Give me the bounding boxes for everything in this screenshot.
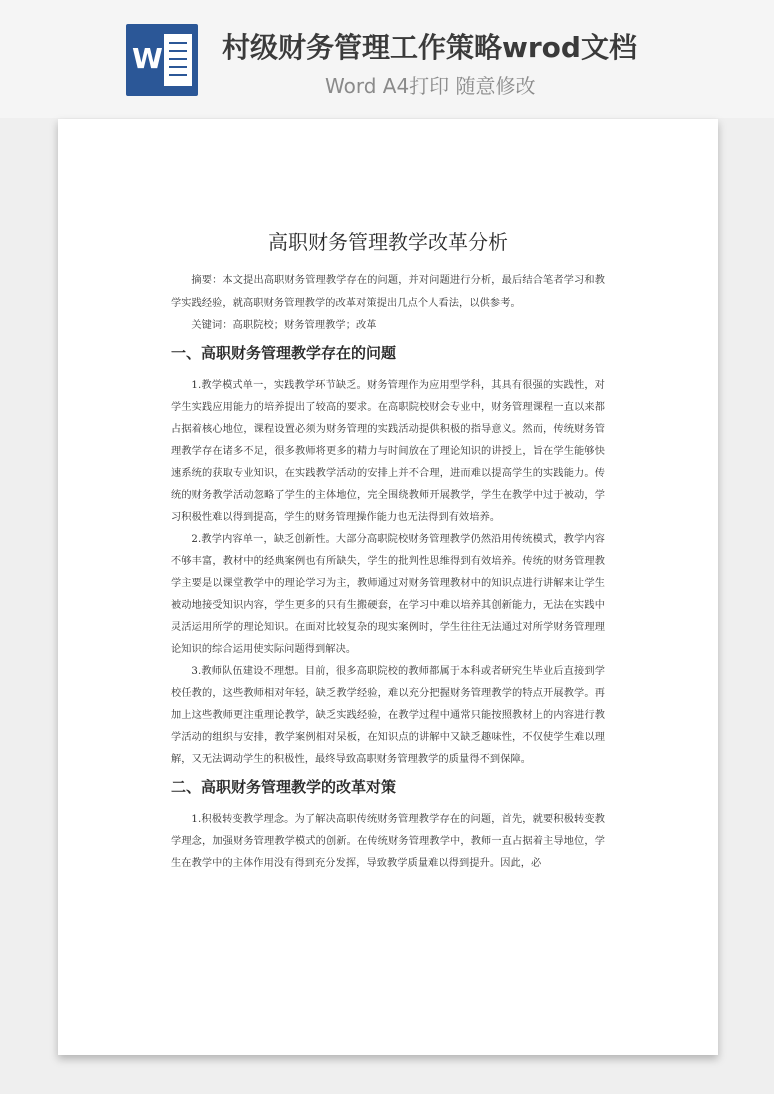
- keywords: 关键词：高职院校；财务管理教学；改革: [191, 320, 377, 331]
- document-page: [58, 119, 718, 1055]
- section-heading: 二、高职财务管理教学的改革对策: [171, 778, 397, 796]
- document-content: [171, 227, 605, 875]
- logo-letter: W: [132, 42, 163, 75]
- abstract: 摘要：本文提出高职财务管理教学存在的问题，并对问题进行分析，最后结合笔者学习和教学实践经验，就高职财务管理教学的改革对策提出几点个人看法，以供参考。: [171, 275, 605, 309]
- paragraph: 2.教学内容单一，缺乏创新性。大部分高职院校财务管理教学仍然沿用传统模式，教学内容不够丰富，教材中的经典案例也有所缺失，学生的批判性思维得到有效培养。传统的财务管理教学主要是以课堂教学中的理论学习为主，教师通过对财务管理教材中的知识点进行讲解来让学生被动地接受知识内容，学生更多的只有生搬硬套，在学习中难以培养其创新能力，无法在实践中灵活运用所学的理论知识。在面对比较复杂的现实案例时，学生往往无法通过对所学财务管理理论知识的综合运用使实际问题得到解决。: [171, 534, 605, 655]
- banner-title: 村级财务管理工作策略wrod文档: [222, 31, 637, 64]
- header-banner: [0, 0, 774, 118]
- word-document-icon: [126, 24, 198, 96]
- section-heading: 一、高职财务管理教学存在的问题: [171, 344, 397, 362]
- banner-subtitle: Word A4打印 随意修改: [325, 74, 536, 98]
- paragraph: 1.教学模式单一，实践教学环节缺乏。财务管理作为应用型学科，其具有很强的实践性，对学生实践应用能力的培养提出了较高的要求。在高职院校财会专业中，财务管理课程一直以来都占据着核心地位，课程设置必须为财务管理的实践活动提供积极的指导意义。然而，传统财务管理教学存在诸多不足，很多教师将更多的精力与时间放在了理论知识的讲授上，旨在学生能够快速系统的获取专业知识，在实践教学活动的安排上并不合理，进而难以提高学生的实践能力。传统的财务教学活动忽略了学生的主体地位，完全围绕教师开展教学，学生在教学中过于被动，学习积极性难以得到提高，学生的财务管理操作能力也无法得到有效培养。: [171, 380, 605, 523]
- paragraph: 3.教师队伍建设不理想。目前，很多高职院校的教师都属于本科或者研究生毕业后直接到学校任教的，这些教师相对年轻，缺乏教学经验，难以充分把握财务管理教学的特点开展教学。再加上这些教师更注重理论教学，缺乏实践经验，在教学过程中通常只能按照教材上的内容进行教学活动的组织与安排，教学案例相对呆板，在知识点的讲解中又缺乏趣味性，不仅使学生难以理解，又无法调动学生的积极性，最终导致高职财务管理教学的质量得不到保障。: [171, 666, 605, 765]
- paragraph: 1.积极转变教学理念。为了解决高职传统财务管理教学存在的问题，首先，就要积极转变教学理念，加强财务管理教学模式的创新。在传统财务管理教学中，教师一直占据着主导地位，学生在教学中的主体作用没有得到充分发挥，导致教学质量难以得到提升。因此，必: [171, 814, 605, 869]
- document-title: 高职财务管理教学改革分析: [268, 230, 508, 254]
